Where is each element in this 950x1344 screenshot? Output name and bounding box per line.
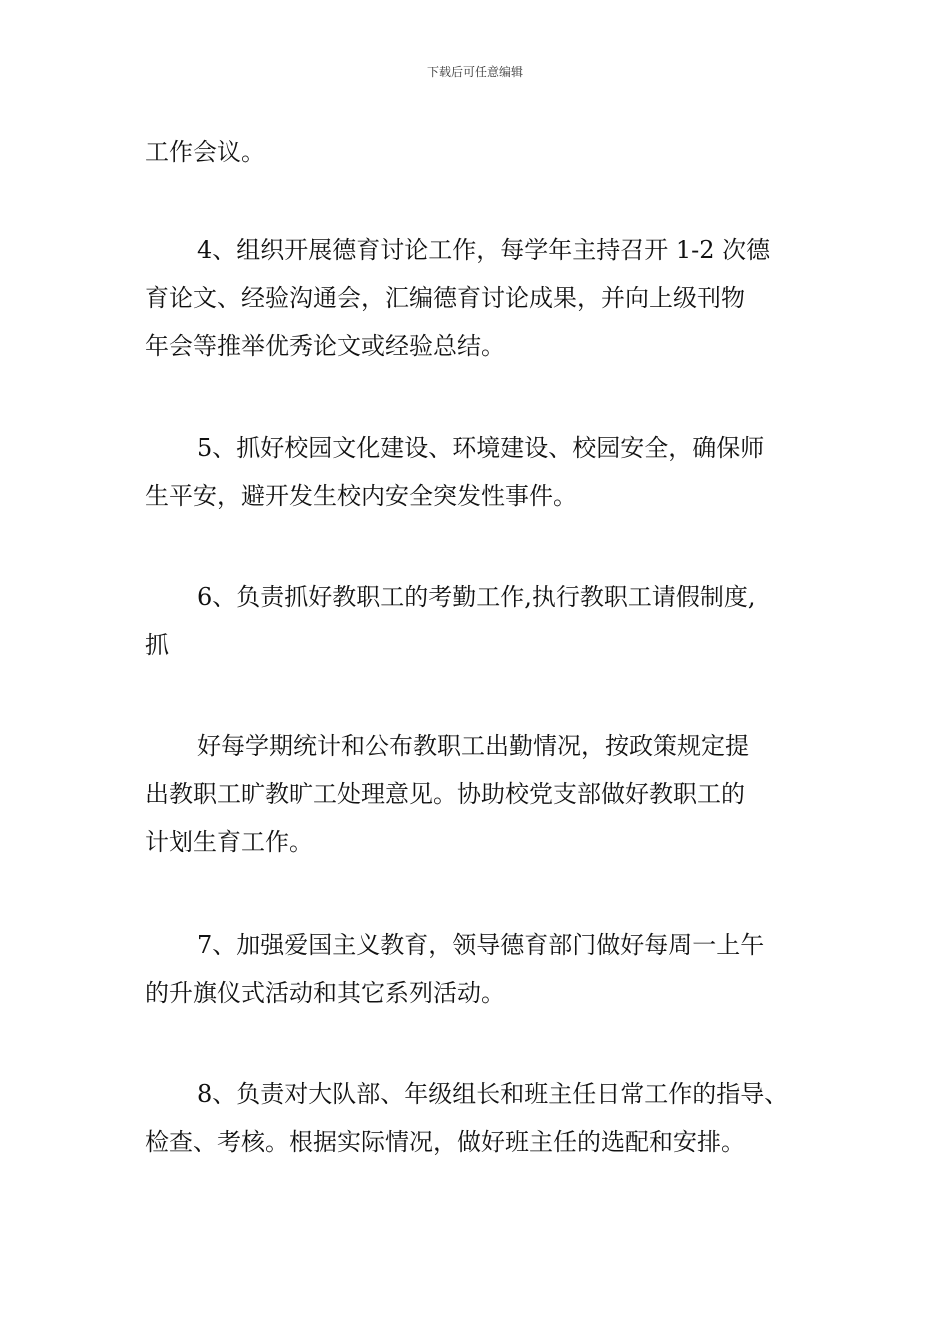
paragraph-line: 的升旗仪式活动和其它系列活动。 — [145, 979, 505, 1007]
paragraph-line: 好每学期统计和公布教职工出勤情况，按政策规定提 — [197, 732, 749, 760]
paragraph-item-7 — [145, 921, 825, 1017]
paragraph-item-6-continued — [145, 722, 825, 866]
paragraph-line: 工作会议。 — [145, 138, 265, 166]
paragraph-line: 抓 — [145, 631, 169, 659]
paragraph-line: 6、负责抓好教职工的考勤工作,执行教职工请假制度, — [197, 583, 756, 611]
paragraph-line: 生平安，避开发生校内安全突发性事件。 — [145, 482, 577, 510]
paragraph-line: 8、负责对大队部、年级组长和班主任日常工作的指导、 — [197, 1080, 789, 1108]
paragraph-line: 年会等推举优秀论文或经验总结。 — [145, 332, 505, 360]
paragraph-line: 4、组织开展德育讨论工作，每学年主持召开 1-2 次德 — [197, 236, 771, 264]
paragraph-item-6 — [145, 573, 825, 669]
paragraph-line: 计划生育工作。 — [145, 828, 313, 856]
page-header: 下载后可任意编辑 — [426, 65, 523, 79]
paragraph-line: 出教职工旷教旷工处理意见。协助校党支部做好教职工的 — [145, 780, 745, 808]
paragraph-item-8 — [145, 1070, 825, 1166]
paragraph-line: 检查、考核。根据实际情况，做好班主任的选配和安排。 — [145, 1128, 745, 1156]
paragraph-item-5 — [145, 424, 825, 520]
paragraph-0 — [145, 128, 825, 176]
paragraph-line: 7、加强爱国主义教育，领导德育部门做好每周一上午 — [197, 931, 765, 959]
paragraph-line: 育论文、经验沟通会，汇编德育讨论成果，并向上级刊物 — [145, 284, 745, 312]
paragraph-line: 5、抓好校园文化建设、环境建设、校园安全，确保师 — [197, 434, 765, 462]
paragraph-item-4 — [145, 226, 825, 370]
